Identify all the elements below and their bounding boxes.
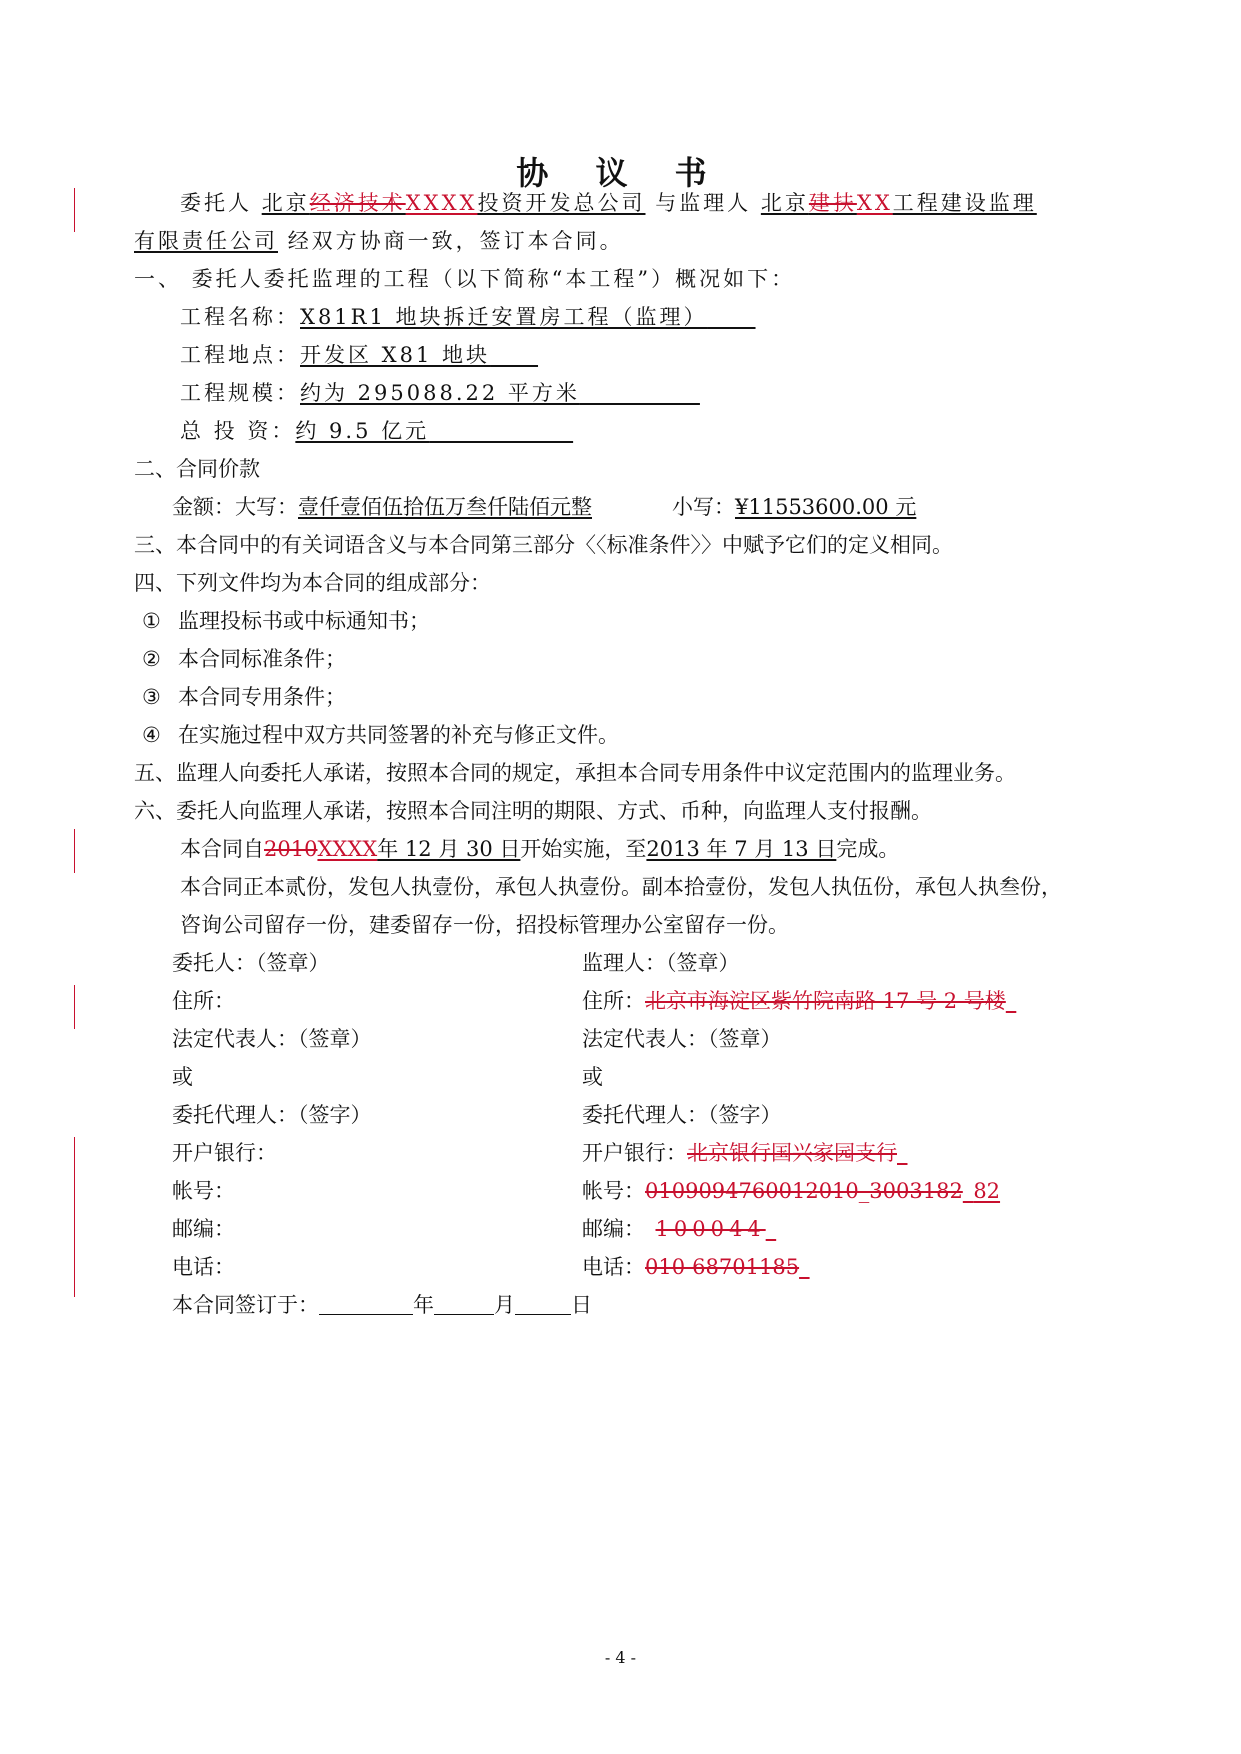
text: 经双方协商一致，签订本合同。 bbox=[287, 229, 624, 253]
revision-bar bbox=[74, 829, 75, 873]
supervisor-agent-label: 委托代理人：（签字） bbox=[582, 1103, 782, 1127]
deleted-text: 建扶 bbox=[808, 191, 857, 215]
supervisor-addr-row bbox=[582, 987, 1016, 1015]
copies-line-1: 本合同正本贰份，发包人执壹份，承包人执壹份。副本拾壹份，发包人执伍份，承包人执叁份， bbox=[180, 875, 1062, 899]
section-3: 三、本合同中的有关词语含义与本合同第三部分〈〈标准条件〉〉中赋予它们的定义相同。 bbox=[134, 533, 953, 557]
text: 与监理人 bbox=[655, 191, 752, 215]
label: 住所： bbox=[582, 989, 645, 1013]
label: 邮编： bbox=[582, 1217, 645, 1241]
client-acct-label: 帐号： bbox=[172, 1179, 235, 1203]
supervisor-bank-row bbox=[582, 1139, 908, 1167]
label: 工程地点： bbox=[180, 343, 300, 367]
label: 小写： bbox=[672, 495, 735, 519]
list-item bbox=[142, 683, 346, 711]
supervisor-zip-row bbox=[582, 1215, 776, 1243]
label: 开户银行： bbox=[582, 1141, 687, 1165]
item-text: 本合同标准条件； bbox=[178, 647, 346, 671]
client-zip-label: 邮编： bbox=[172, 1217, 235, 1241]
client-bank-label: 开户银行： bbox=[172, 1141, 277, 1165]
client-legal-label: 法定代表人：（签章） bbox=[172, 1027, 372, 1051]
day-label: 日 bbox=[571, 1293, 592, 1317]
item-number: ③ bbox=[142, 685, 161, 709]
client-addr-label: 住所： bbox=[172, 989, 235, 1013]
project-name: X81R1 地块拆迁安置房工程（监理） bbox=[300, 305, 708, 329]
text: 委托人 bbox=[180, 191, 252, 215]
revision-bar bbox=[74, 985, 75, 1029]
day-blank bbox=[515, 1294, 571, 1315]
client-agent-label: 委托代理人：（签字） bbox=[172, 1103, 372, 1127]
item-number: ② bbox=[142, 647, 161, 671]
revision-bar bbox=[74, 188, 75, 232]
end-date: 2013 年 7 月 13 日 bbox=[646, 837, 837, 861]
item-text: 在实施过程中双方共同签署的补充与修正文件。 bbox=[178, 723, 619, 747]
client-name: 北京经济技术XXXX投资开发总公司 bbox=[261, 191, 646, 215]
signing-date-row bbox=[172, 1291, 592, 1319]
text: 开始实施，至 bbox=[520, 837, 647, 861]
item-number: ④ bbox=[142, 723, 161, 747]
year-label: 年 bbox=[413, 1293, 434, 1317]
supervisor-tel-row bbox=[582, 1253, 810, 1281]
page-number: - 4 - bbox=[604, 1648, 637, 1667]
label: 金额：大写： bbox=[172, 495, 298, 519]
deleted-text: 100044 bbox=[655, 1217, 766, 1241]
label: 总 投 资： bbox=[180, 419, 296, 443]
label: 工程规模： bbox=[180, 381, 300, 405]
project-scale: 约为 295088.22 平方米 bbox=[300, 381, 580, 405]
inserted-blank bbox=[766, 1217, 777, 1241]
section-5: 五、监理人向委托人承诺，按照本合同的规定，承担本合同专用条件中议定范围内的监理业务。 bbox=[134, 761, 1016, 785]
document-title: 协 议 书 bbox=[516, 154, 725, 192]
inserted-text: XXXX bbox=[405, 191, 478, 215]
parties-line-2 bbox=[134, 227, 624, 255]
section-1-heading: 一、 委托人委托监理的工程（以下简称“本工程”）概况如下： bbox=[134, 267, 796, 291]
amount-upper: 壹仟壹佰伍拾伍万叁仟陆佰元整 bbox=[298, 495, 592, 519]
supervisor-or: 或 bbox=[582, 1065, 603, 1089]
project-location: 开发区 X81 地块 bbox=[300, 343, 491, 367]
section-4-heading: 四、下列文件均为本合同的组成部分： bbox=[134, 571, 491, 595]
copies-line-2: 咨询公司留存一份，建委留存一份，招投标管理办公室留存一份。 bbox=[180, 913, 789, 937]
text: 本合同自 bbox=[180, 837, 264, 861]
month-label: 月 bbox=[494, 1293, 515, 1317]
list-item bbox=[142, 645, 346, 673]
item-number: ① bbox=[142, 609, 161, 633]
supervisor-name: 北京建扶XX工程建设监理 bbox=[760, 191, 1037, 215]
deleted-text: 2010 bbox=[264, 837, 318, 861]
section-6: 六、委托人向监理人承诺，按照本合同注明的期限、方式、币种，向监理人支付报酬。 bbox=[134, 799, 932, 823]
amount-lower-row bbox=[672, 493, 916, 521]
project-name-row bbox=[180, 303, 756, 331]
list-item bbox=[142, 721, 619, 749]
supervisor-acct-row bbox=[582, 1177, 1000, 1205]
client-tel-label: 电话： bbox=[172, 1255, 235, 1279]
parties-line-1 bbox=[180, 189, 1037, 217]
inserted-blank bbox=[897, 1141, 908, 1165]
label: 本合同签订于： bbox=[172, 1293, 319, 1317]
label: 电话： bbox=[582, 1255, 645, 1279]
section-2-heading: 二、合同价款 bbox=[134, 457, 260, 481]
inserted-text: XXXX bbox=[317, 837, 378, 861]
supervisor-sign-label: 监理人：（签章） bbox=[582, 951, 740, 975]
start-date: 年 12 月 30 日 bbox=[377, 837, 521, 861]
revision-bar bbox=[74, 1137, 75, 1297]
supervisor-name-cont: 有限责任公司 bbox=[134, 229, 278, 253]
inserted-text: XX bbox=[856, 191, 893, 215]
item-text: 本合同专用条件； bbox=[178, 685, 346, 709]
amount-lower: ¥11553600.00 元 bbox=[735, 495, 917, 519]
investment: 约 9.5 亿元 bbox=[295, 419, 430, 443]
deleted-text: 北京银行国兴家园支行 bbox=[687, 1141, 897, 1165]
deleted-text: 0109094760012010_3003182 bbox=[645, 1179, 963, 1203]
label: 帐号： bbox=[582, 1179, 645, 1203]
year-blank bbox=[319, 1294, 413, 1315]
inserted-text: 82 bbox=[973, 1179, 1001, 1203]
client-or: 或 bbox=[172, 1065, 193, 1089]
supervisor-legal-label: 法定代表人：（签章） bbox=[582, 1027, 782, 1051]
project-location-row bbox=[180, 341, 538, 369]
month-blank bbox=[434, 1294, 494, 1315]
client-sign-label: 委托人：（签章） bbox=[172, 951, 330, 975]
amount-upper-row bbox=[172, 493, 592, 521]
inserted-blank bbox=[1006, 989, 1017, 1013]
label: 工程名称： bbox=[180, 305, 300, 329]
deleted-text: 010-68701185 bbox=[645, 1255, 800, 1279]
list-item bbox=[142, 607, 430, 635]
project-scale-row bbox=[180, 379, 700, 407]
text: 完成。 bbox=[836, 837, 900, 861]
deleted-text: 经济技术 bbox=[309, 191, 406, 215]
term-row bbox=[180, 835, 899, 863]
investment-row bbox=[180, 417, 573, 445]
item-text: 监理投标书或中标通知书； bbox=[178, 609, 430, 633]
deleted-text: 北京市海淀区紫竹院南路 17 号 2 号楼 bbox=[645, 989, 1006, 1013]
inserted-blank bbox=[799, 1255, 810, 1279]
